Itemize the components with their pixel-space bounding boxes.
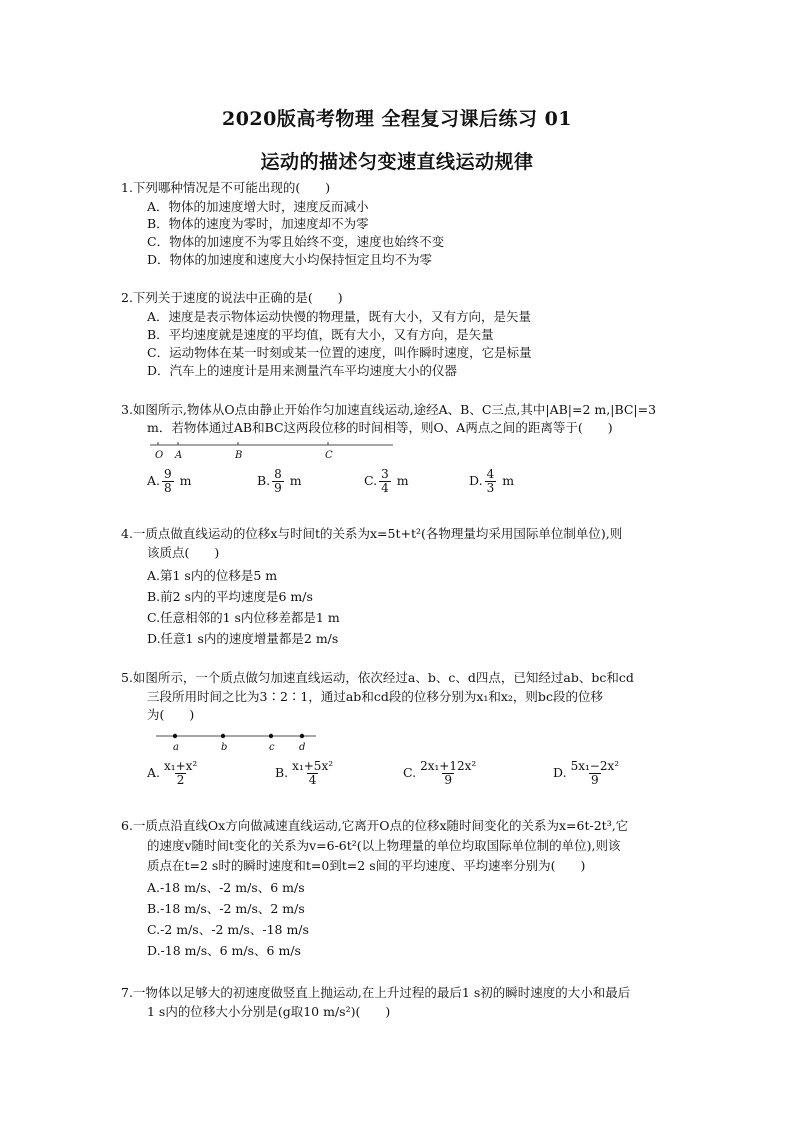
q3-option-c-unit: m [396, 473, 409, 488]
q5-option-b [275, 760, 337, 787]
q5-option-a-prefix: A. [147, 765, 161, 780]
q5-option-c-denominator: 9 [444, 773, 452, 787]
q4-stem-line2: 该质点( ) [147, 545, 220, 560]
q5-option-d-fraction [569, 760, 621, 787]
q1-stem: 1.下列哪种情况是不可能出现的( ) [121, 180, 331, 195]
q3-stem-line2: m．若物体通过AB和BC这两段位移的时间相等，则O、A两点之间的距离等于( ) [147, 420, 613, 435]
q5-point-a [173, 734, 177, 738]
q4-option-c: C.任意相邻的1 s内位移差都是1 m [147, 610, 340, 625]
q5-point-c [269, 734, 273, 738]
q5-stem-line2: 三段所用时间之比为3∶2∶1，通过ab和cd段的位移分别为x₁和x₂，则bc段的位移 [147, 689, 603, 704]
q3-option-a-unit: m [179, 473, 192, 488]
q3-stem-line1: 3.如图所示,物体从O点由静止开始作匀加速直线运动,途经A、B、C三点,其中|AB|=2 m,|BC|=3 [121, 402, 657, 417]
q2-option-b: B．平均速度就是速度的平均值，既有大小，又有方向，是矢量 [147, 327, 494, 342]
q6-stem-line3: 质点在t=2 s时的瞬时速度和t=0到t=2 s间的平均速度、平均速率分别为( ) [147, 858, 586, 873]
q3-option-c [364, 468, 409, 495]
q3-option-d-unit: m [502, 473, 515, 488]
q4-option-d: D.任意1 s内的速度增量都是2 m/s [147, 631, 339, 646]
q3-option-c-fraction [379, 468, 391, 495]
q3-option-d-denominator: 3 [486, 481, 495, 495]
q3-option-b-numerator: 8 [274, 467, 282, 481]
document-subtitle: 运动的描述匀变速直线运动规律 [260, 151, 534, 173]
q3-option-d-numerator: 4 [486, 467, 495, 481]
q3-option-b-prefix: B. [257, 473, 271, 488]
q5-label-d: d [299, 742, 306, 753]
q5-option-b-fraction [290, 760, 335, 787]
q3-option-d-prefix: D. [469, 473, 483, 488]
q3-option-a-denominator: 8 [164, 481, 172, 495]
q5-label-a: a [173, 742, 179, 753]
q3-option-c-prefix: C. [364, 473, 378, 488]
document-title: 2020版高考物理 全程复习课后练习 01 [221, 108, 573, 130]
q3-option-c-denominator: 4 [381, 481, 389, 495]
q5-option-a-fraction [162, 760, 199, 787]
q3-option-b-unit: m [289, 473, 302, 488]
q5-option-a-denominator: 2 [176, 773, 185, 787]
q3-option-c-numerator: 3 [381, 467, 389, 481]
q1-option-a: A．物体的加速度增大时，速度反而减小 [147, 199, 369, 214]
q2-option-c: C．运动物体在某一时刻或某一位置的速度，叫作瞬时速度，它是标量 [147, 345, 532, 360]
q4-stem-line1: 4.一质点做直线运动的位移x与时间t的关系为x=5t+t²(各物理量均采用国际单位制单位),则 [121, 526, 623, 541]
q5-option-d-numerator: 5x₁−2x² [570, 759, 620, 773]
q5-option-d [553, 760, 623, 787]
q6-option-b: B.-18 m/s、-2 m/s、2 m/s [147, 901, 305, 916]
q5-diagram [152, 729, 322, 753]
q3-option-a-numerator: 9 [164, 467, 172, 481]
q5-label-c: c [269, 742, 275, 753]
q3-label-a: A [175, 450, 183, 461]
q4-option-a: A.第1 s内的位移是5 m [147, 568, 278, 583]
q3-option-b-denominator: 9 [274, 481, 282, 495]
q3-option-a [147, 468, 192, 495]
q2-option-a: A．速度是表示物体运动快慢的物理量，既有大小，又有方向，是矢量 [147, 309, 532, 324]
q3-option-d-fraction [485, 468, 497, 495]
q5-stem-line3: 为( ) [147, 707, 195, 722]
q5-option-c-fraction [418, 760, 478, 787]
q5-option-d-prefix: D. [553, 765, 567, 780]
q5-option-d-denominator: 9 [590, 773, 599, 787]
q6-option-d: D.-18 m/s、6 m/s、6 m/s [147, 943, 301, 958]
q4-option-b: B.前2 s内的平均速度是6 m/s [147, 589, 313, 604]
q3-diagram [148, 440, 398, 462]
q5-option-a [147, 760, 201, 787]
q7-stem-line1: 7.一物体以足够大的初速度做竖直上抛运动,在上升过程的最后1 s初的瞬时速度的大小和最后 [121, 985, 631, 1000]
q3-label-b: B [235, 450, 243, 461]
q5-point-d [300, 734, 304, 738]
q5-option-b-numerator: x₁+5x² [292, 759, 334, 773]
q3-option-a-prefix: A. [147, 473, 161, 488]
q3-option-b-fraction [272, 468, 284, 495]
q1-option-d: D．物体的加速度和速度大小均保持恒定且均不为零 [147, 252, 433, 267]
q5-option-c-prefix: C. [403, 765, 417, 780]
q2-stem: 2.下列关于速度的说法中正确的是( ) [121, 290, 343, 305]
q6-option-a: A.-18 m/s、-2 m/s、6 m/s [147, 880, 305, 895]
q5-option-a-numerator: x₁+x² [164, 759, 198, 773]
q5-label-b: b [221, 742, 228, 753]
q2-option-d: D．汽车上的速度计是用来测量汽车平均速度大小的仪器 [147, 363, 458, 378]
q6-stem-line2: 的速度v随时间t变化的关系为v=6-6t²(以上物理量的单位均取国际单位制的单位),则该 [147, 838, 621, 853]
q5-option-c-numerator: 2x₁+12x² [420, 759, 477, 773]
q3-label-o: O [155, 450, 164, 461]
q3-option-b [257, 468, 302, 495]
q6-option-c: C.-2 m/s、-2 m/s、-18 m/s [147, 922, 309, 937]
q3-option-d [469, 468, 514, 495]
q3-label-c: C [325, 450, 333, 461]
q6-stem-line1: 6.一质点沿直线Ox方向做减速直线运动,它离开O点的位移x随时间变化的关系为x=6t-2t³,它 [121, 818, 629, 833]
q1-option-b: B．物体的速度为零时，加速度却不为零 [147, 216, 369, 231]
q5-point-b [221, 734, 225, 738]
q5-option-b-prefix: B. [275, 765, 289, 780]
q7-stem-line2: 1 s内的位移大小分别是(g取10 m/s²)( ) [147, 1004, 391, 1019]
q3-option-a-fraction [162, 468, 174, 495]
q5-stem-line1: 5.如图所示，一个质点做匀加速直线运动，依次经过a、b、c、d四点，已知经过ab、bc和cd [121, 670, 634, 685]
q5-option-c [403, 760, 480, 787]
q1-option-c: C．物体的加速度不为零且始终不变，速度也始终不变 [147, 234, 445, 249]
q5-option-b-denominator: 4 [308, 773, 317, 787]
